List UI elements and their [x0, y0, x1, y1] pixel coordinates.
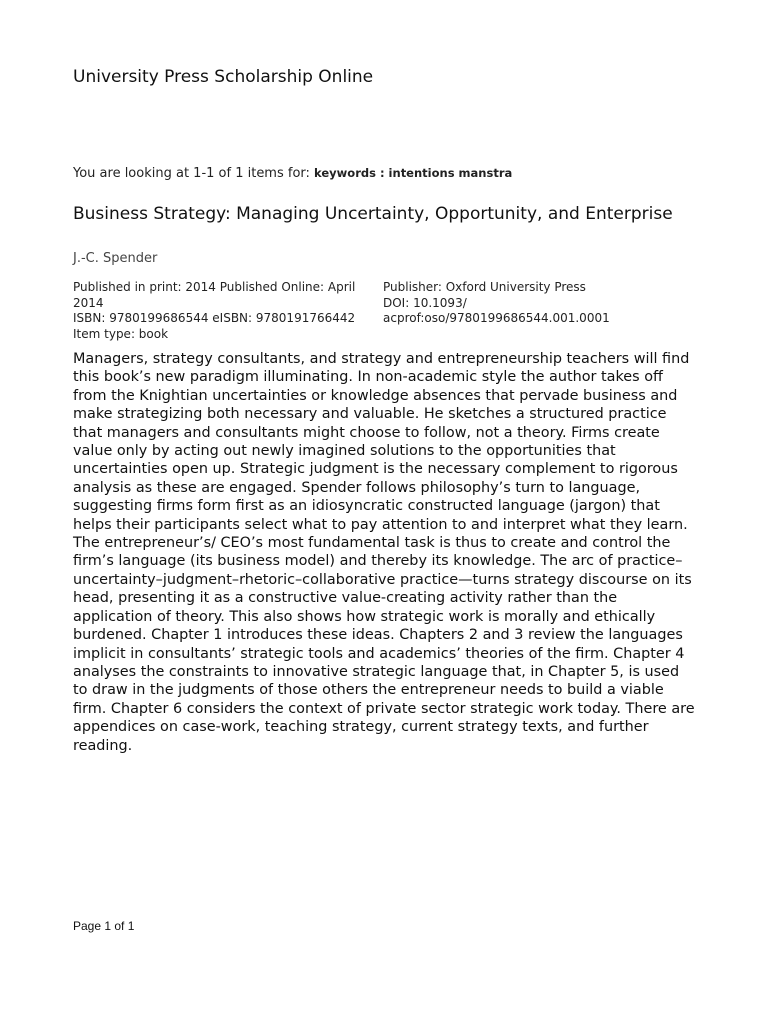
isbn-info: ISBN: 9780199686544 eISBN: 9780191766442	[73, 311, 356, 325]
site-title: University Press Scholarship Online	[73, 67, 374, 87]
results-count-text: You are looking at 1-1 of 1 items for:	[73, 166, 315, 181]
item-type: Item type: book	[73, 326, 169, 341]
publication-dates: Published in print: 2014 Published Online: April 2014	[73, 280, 356, 310]
book-author[interactable]: J.-C. Spender	[73, 251, 158, 266]
book-abstract: Managers, strategy consultants, and strategy and entrepreneurship teachers will find this book’s new paradigm illuminating. In non-academic style the author takes off from the Knightian uncertainties or knowledge absences that pervade business and make strategizing both necessary and valuable. He sketches a structured practice that managers and consultants might choose to follow, not a theory. Firms create value only by acting out newly imagined solutions to the opportunities that uncertainties open up. Strategic judgment is the necessary complement to rigorous analysis as these are engaged. Spender follows philosophy’s turn to language, suggesting firms form first as an idiosyncratic constructed language (jargon) that helps their participants select what to pay attention to and interpret what they learn. The entrepreneur’s/ CEO’s most fundamental task is thus to create and control the firm’s language (its business model) and thereby its knowledge. The arc of practice–uncertainty–judgment–rhetoric–collaborative practice—turns strategy discourse on its head, presenting it as a constructive value-creating activity rather than the application of theory. This also shows how strategic work is morally and ethically burdened. Chapter 1 introduces these ideas. Chapters 2 and 3 review the languages implicit in consultants’ strategic tools and academics’ theories of the firm. Chapter 4 analyses the constraints to innovative strategic language that, in Chapter 5, is used to draw in the judgments of those others the entrepreneur needs to build a viable firm. Chapter 6 considers the context of private sector strategic work today. There are appendices on case-work, teaching strategy, current strategy texts, and further reading.	[73, 351, 695, 754]
doi-value: acprof:oso/9780199686544.001.0001	[383, 311, 610, 325]
metadata-left-column	[73, 280, 379, 342]
book-title[interactable]: Business Strategy: Managing Uncertainty, Opportunity, and Enterprise	[73, 204, 673, 224]
page-indicator: Page 1 of 1	[73, 919, 135, 933]
results-keywords: keywords : intentions manstra	[314, 166, 513, 180]
publisher: Publisher: Oxford University Press	[383, 280, 586, 294]
results-summary	[73, 165, 512, 182]
doi-label: DOI: 10.1093/	[383, 295, 467, 310]
metadata-right-column	[383, 280, 693, 327]
